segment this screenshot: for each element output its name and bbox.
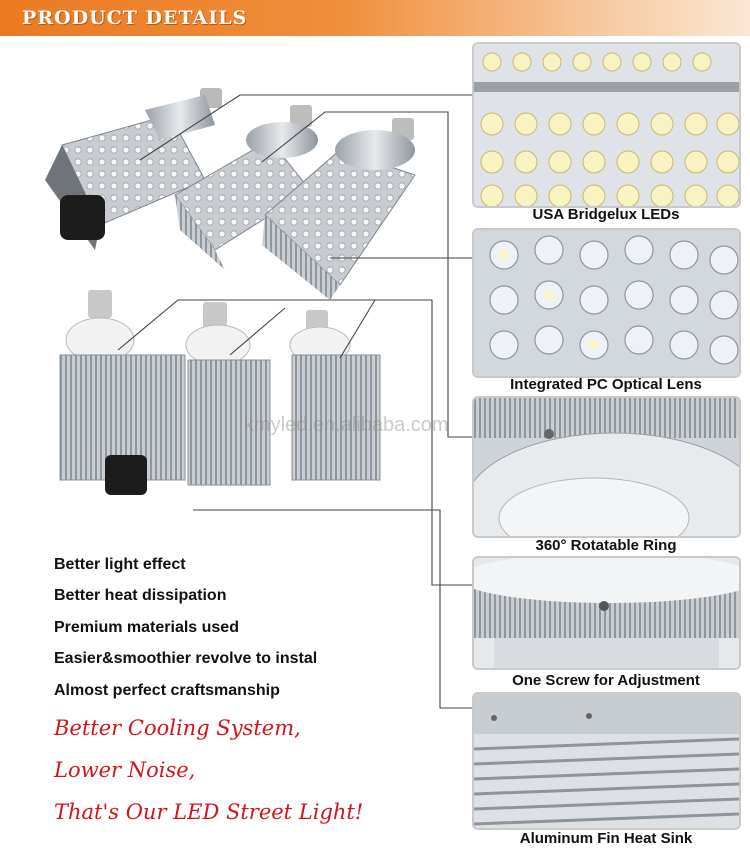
caption-one-screw: One Screw for Adjustment (512, 672, 700, 689)
photo-heat-sink (472, 692, 741, 830)
caption-pc-optical-lens: Integrated PC Optical Lens (510, 376, 702, 393)
feature-5: Almost perfect craftsmanship (54, 682, 280, 699)
feature-4: Easier&smoothier revolve to instal (54, 650, 318, 667)
caption-heat-sink: Aluminum Fin Heat Sink (519, 830, 693, 847)
photo-bridgelux-leds (472, 42, 741, 208)
slogan-1: Better Cooling System, (54, 716, 301, 740)
feature-3: Premium materials used (54, 619, 239, 636)
watermark-text: kmyled.en.alibaba.com (244, 414, 449, 436)
page-title: PRODUCT DETAILS (22, 7, 248, 29)
slogan-3: That's Our LED Street Light! (54, 800, 364, 824)
photo-one-screw (472, 556, 741, 670)
lamp-bottom-left (60, 290, 185, 495)
slogan-2: Lower Noise, (54, 758, 196, 782)
caption-rotatable-ring: 360° Rotatable Ring (535, 537, 677, 554)
lamp-bottom-right (290, 310, 380, 480)
feature-2: Better heat dissipation (54, 587, 227, 604)
lamp-bottom-middle (186, 302, 270, 485)
photo-rotatable-ring (472, 396, 741, 538)
photo-pc-optical-lens (472, 228, 741, 378)
caption-bridgelux-leds: USA Bridgelux LEDs (532, 206, 680, 223)
feature-1: Better light effect (54, 556, 186, 573)
